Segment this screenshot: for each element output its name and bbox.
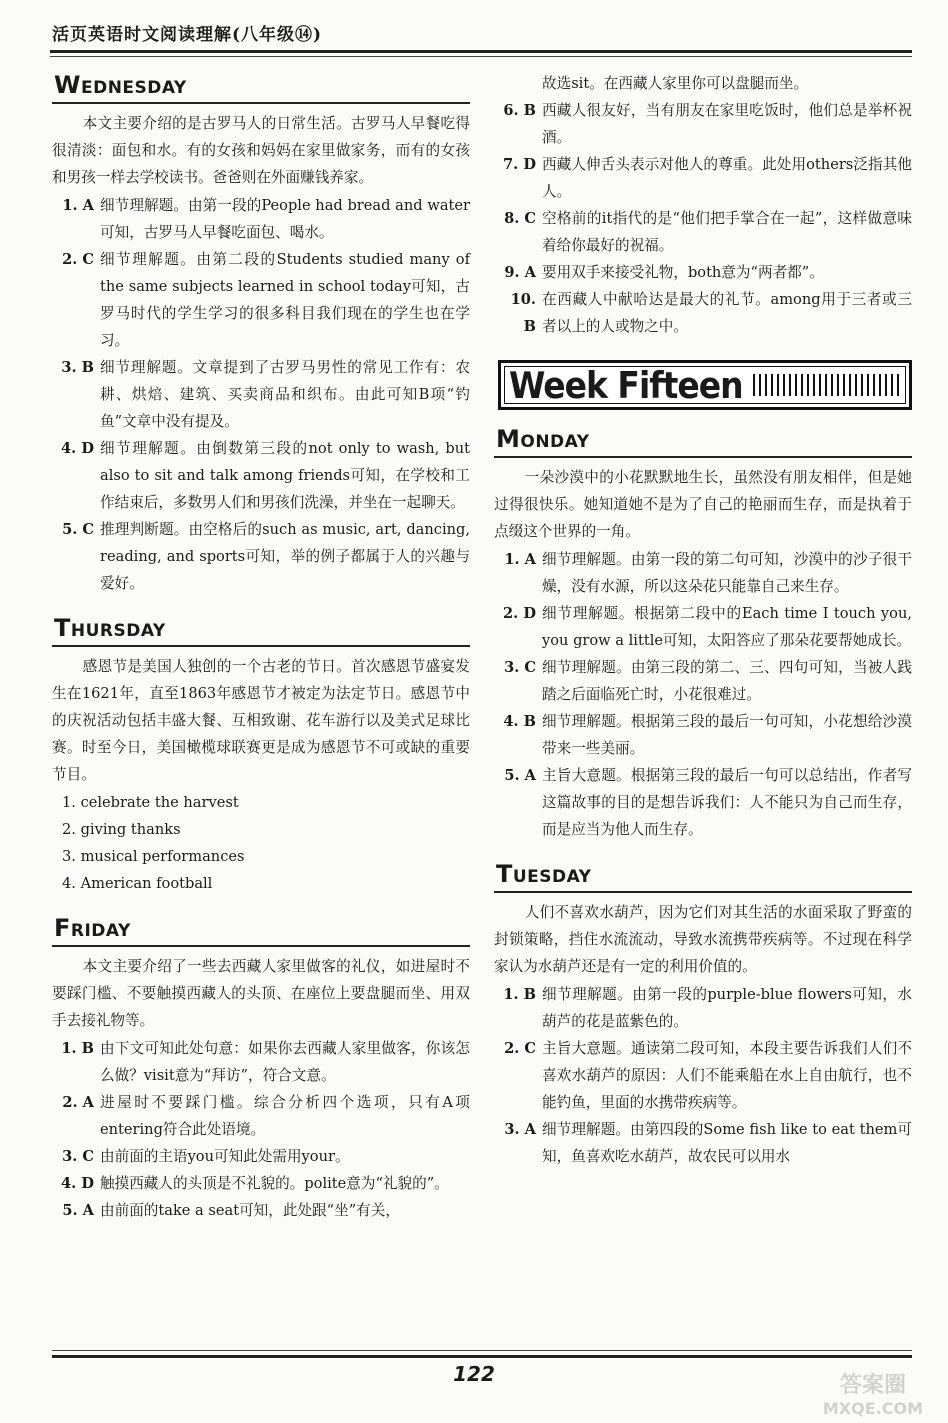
answer-item xyxy=(494,286,912,340)
right-column xyxy=(494,70,912,1186)
answer-number: 3. C xyxy=(62,1148,94,1165)
header-title: 活页英语时文阅读理解(八年级⑭) xyxy=(52,25,323,45)
answer-item xyxy=(494,654,912,708)
day-heading-monday: Monday xyxy=(496,425,590,453)
answer-explanation: 由前面的take a seat可知，此处跟“坐”有关， xyxy=(100,1202,400,1219)
list-item: 2. giving thanks xyxy=(62,821,181,838)
answer-item xyxy=(52,246,470,354)
answer-item xyxy=(52,516,470,597)
list-item: 3. musical performances xyxy=(62,848,245,865)
answer-number: 2. A xyxy=(62,1094,94,1111)
section-friday-continued xyxy=(494,70,912,340)
answer-item xyxy=(494,259,912,286)
answer-number: 10. B xyxy=(510,291,536,335)
answer-number: 5. A xyxy=(504,767,536,784)
answer-item xyxy=(52,354,470,435)
answer-item xyxy=(494,762,912,843)
day-heading-wednesday: Wednesday xyxy=(54,71,187,99)
answer-explanation: 细节理解题。根据第三段的最后一句可知，小花想给沙漠带来一些美丽。 xyxy=(542,713,912,757)
answer-number: 1. B xyxy=(503,986,536,1003)
answer-explanation: 要用双手来接受礼物，both意为“两者都”。 xyxy=(542,264,824,281)
answer-explanation: 故选sit。在西藏人家里你可以盘腿而坐。 xyxy=(542,75,809,92)
answer-explanation: 细节理解题。由第二段的Students studied many of the same subjects learned in school today可知，古罗马时代的学生学习的很多科目我们现在的学生也在学习。 xyxy=(100,251,470,349)
day-rule xyxy=(52,945,470,947)
answer-item xyxy=(494,981,912,1035)
answer-continuation xyxy=(494,70,912,97)
answer-item xyxy=(52,1143,470,1170)
answer-explanation: 在西藏人中献哈达是最大的礼节。among用于三者或三者以上的人或物之中。 xyxy=(542,291,912,335)
day-rule xyxy=(52,102,470,104)
list-item: 1. celebrate the harvest xyxy=(62,794,239,811)
answer-explanation: 由前面的主语you可知此处需用your。 xyxy=(100,1148,350,1165)
answer-number: 1. A xyxy=(504,551,536,568)
answer-number: 1. B xyxy=(61,1040,94,1057)
section-wednesday xyxy=(52,70,470,597)
answer-number-blank xyxy=(494,70,542,97)
answer-item xyxy=(52,1089,470,1143)
answer-explanation: 细节理解题。由第三段的第二、三、四句可知，当被人践踏之后面临死亡时，小花很难过。 xyxy=(542,659,912,703)
watermark-logo xyxy=(818,1368,928,1420)
answer-number: 7. D xyxy=(503,156,536,173)
day-heading-thursday: Thursday xyxy=(54,614,166,642)
answer-explanation: 细节理解题。由第一段的People had bread and water可知，古罗马人早餐吃面包、喝水。 xyxy=(100,197,470,241)
footer-rule-thin xyxy=(52,1350,912,1351)
summary-paragraph: 感恩节是美国人独创的一个古老的节日。首次感恩节盛宴发生在1621年，直至1863年感恩节才被定为法定节日。感恩节中的庆祝活动包括丰盛大餐、互相致谢、花车游行以及美式足球比赛。时至今日，美国橄榄球联赛更是成为感恩节不可或缺的重要节目。 xyxy=(52,658,470,783)
answer-item xyxy=(494,1035,912,1116)
answer-explanation: 由下文可知此处句意：如果你去西藏人家里做客，你该怎么做？visit意为“拜访”，符合文意。 xyxy=(100,1040,470,1084)
answer-explanation: 细节理解题。文章提到了古罗马男性的常见工作有：农耕、烘焙、建筑、买卖商品和织布。由此可知B项“钓鱼”文章中没有提及。 xyxy=(100,359,470,430)
answer-item xyxy=(52,1197,470,1224)
answer-explanation: 空格前的it指代的是“他们把手掌合在一起”，这样做意味着给你最好的祝福。 xyxy=(542,210,912,254)
watermark-line2: MXQE.COM xyxy=(822,1399,924,1418)
week-banner xyxy=(498,360,912,410)
section-tuesday xyxy=(494,859,912,1170)
week-banner-stripes xyxy=(753,374,901,396)
answer-item xyxy=(52,192,470,246)
answer-item xyxy=(494,600,912,654)
answer-item xyxy=(52,435,470,516)
answer-item xyxy=(52,1035,470,1089)
answer-number: 6. B xyxy=(503,102,536,119)
section-monday xyxy=(494,424,912,843)
answer-explanation: 触摸西藏人的头顶是不礼貌的。polite意为“礼貌的”。 xyxy=(100,1175,449,1192)
day-heading-tuesday: Tuesday xyxy=(496,860,592,888)
answer-number: 2. C xyxy=(62,251,94,268)
answer-number: 9. A xyxy=(504,264,536,281)
left-column xyxy=(52,70,470,1240)
answer-number: 1. A xyxy=(62,197,94,214)
answer-explanation: 进屋时不要踩门槛。综合分析四个选项，只有A项entering符合此处语境。 xyxy=(100,1094,470,1138)
answer-item xyxy=(52,1170,470,1197)
answer-explanation: 西藏人很友好，当有朋友在家里吃饭时，他们总是举杯祝酒。 xyxy=(542,102,912,146)
answer-number: 5. A xyxy=(62,1202,94,1219)
header-rule xyxy=(50,50,912,53)
day-rule xyxy=(52,645,470,647)
answer-number: 2. D xyxy=(503,605,536,622)
answer-number: 2. C xyxy=(504,1040,536,1057)
answer-explanation: 细节理解题。由第一段的第二句可知，沙漠中的沙子很干燥，没有水源，所以这朵花只能靠自己来生存。 xyxy=(542,551,912,595)
answer-explanation: 主旨大意题。根据第三段的最后一句可以总结出，作者写这篇故事的目的是想告诉我们：人不能只为自己而生存，而是应当为他人而生存。 xyxy=(542,767,912,838)
summary-paragraph: 本文主要介绍的是古罗马人的日常生活。古罗马人早餐吃得很清淡：面包和水。有的女孩和妈妈在家里做家务，而有的女孩和男孩一样去学校读书。爸爸则在外面赚钱养家。 xyxy=(52,115,470,186)
answer-explanation: 细节理解题。由第四段的Some fish like to eat them可知，鱼喜欢吃水葫芦，故农民可以用水 xyxy=(542,1121,912,1165)
answer-explanation: 细节理解题。由倒数第三段的not only to wash, but also to sit and talk among friends可知，在学校和工作结束后，多数男人们和男孩们洗澡，并坐在一起聊天。 xyxy=(100,440,470,511)
answer-explanation: 推理判断题。由空格后的such as music, art, dancing, reading, and sports可知，举的例子都属于人的兴趣与爱好。 xyxy=(100,521,470,592)
day-rule xyxy=(494,891,912,893)
week-banner-title: Week Fifteen xyxy=(509,363,743,407)
section-friday xyxy=(52,913,470,1224)
answer-explanation: 主旨大意题。通读第二段可知，本段主要告诉我们人们不喜欢水葫芦的原因：人们不能乘船在水上自由航行，也不能钓鱼，里面的水携带疾病等。 xyxy=(542,1040,912,1111)
answer-item xyxy=(494,97,912,151)
answer-explanation: 西藏人伸舌头表示对他人的尊重。此处用others泛指其他人。 xyxy=(542,156,912,200)
header-rule-thin xyxy=(50,56,912,57)
answer-number: 4. B xyxy=(503,713,536,730)
day-heading-friday: Friday xyxy=(54,914,131,942)
list-item: 4. American football xyxy=(62,875,213,892)
answer-item xyxy=(494,151,912,205)
answer-item xyxy=(494,1116,912,1170)
answer-explanation: 细节理解题。由第一段的purple-blue flowers可知，水葫芦的花是蓝紫色的。 xyxy=(542,986,912,1030)
answer-item xyxy=(494,205,912,259)
watermark-line1: 答案圈 xyxy=(839,1373,907,1398)
answer-number: 3. C xyxy=(504,659,536,676)
page-header xyxy=(50,14,912,50)
answer-number: 4. D xyxy=(61,440,94,457)
summary-paragraph: 人们不喜欢水葫芦，因为它们对其生活的水面采取了野蛮的封锁策略，挡住水流流动，导致水流携带疾病等。不过现在科学家认为水葫芦还是有一定的利用价值的。 xyxy=(494,904,912,975)
answer-number: 5. C xyxy=(62,521,94,538)
answer-explanation: 细节理解题。根据第二段中的Each time I touch you, you grow a little可知，太阳答应了那朵花要帮她成长。 xyxy=(542,605,912,649)
page-number: 122 xyxy=(453,1362,495,1386)
footer-rule xyxy=(52,1355,912,1358)
answer-number: 3. A xyxy=(504,1121,536,1138)
answer-number: 8. C xyxy=(504,210,536,227)
answer-number: 4. D xyxy=(61,1175,94,1192)
summary-paragraph: 本文主要介绍了一些去西藏人家里做客的礼仪，如进屋时不要踩门槛、不要触摸西藏人的头顶、在座位上要盘腿而坐、用双手去接礼物等。 xyxy=(52,958,470,1029)
section-thursday xyxy=(52,613,470,897)
summary-paragraph: 一朵沙漠中的小花默默地生长，虽然没有朋友相伴，但是她过得很快乐。她知道她不是为了自己的艳丽而生存，而是执着于点缀这个世界的一角。 xyxy=(494,469,912,540)
answer-number: 3. B xyxy=(61,359,94,376)
day-rule xyxy=(494,456,912,458)
answer-item xyxy=(494,546,912,600)
answer-item xyxy=(494,708,912,762)
